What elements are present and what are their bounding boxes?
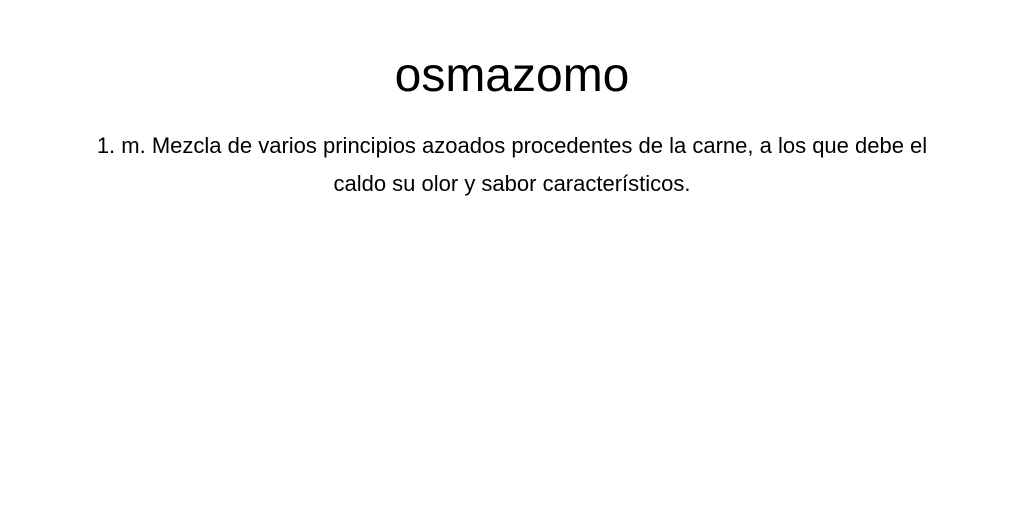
definition-text: 1. m. Mezcla de varios principios azoados procedentes de la carne, a los que debe el caldo su olor y sabor característicos. [96, 133, 928, 196]
headword: osmazomo [394, 49, 630, 102]
